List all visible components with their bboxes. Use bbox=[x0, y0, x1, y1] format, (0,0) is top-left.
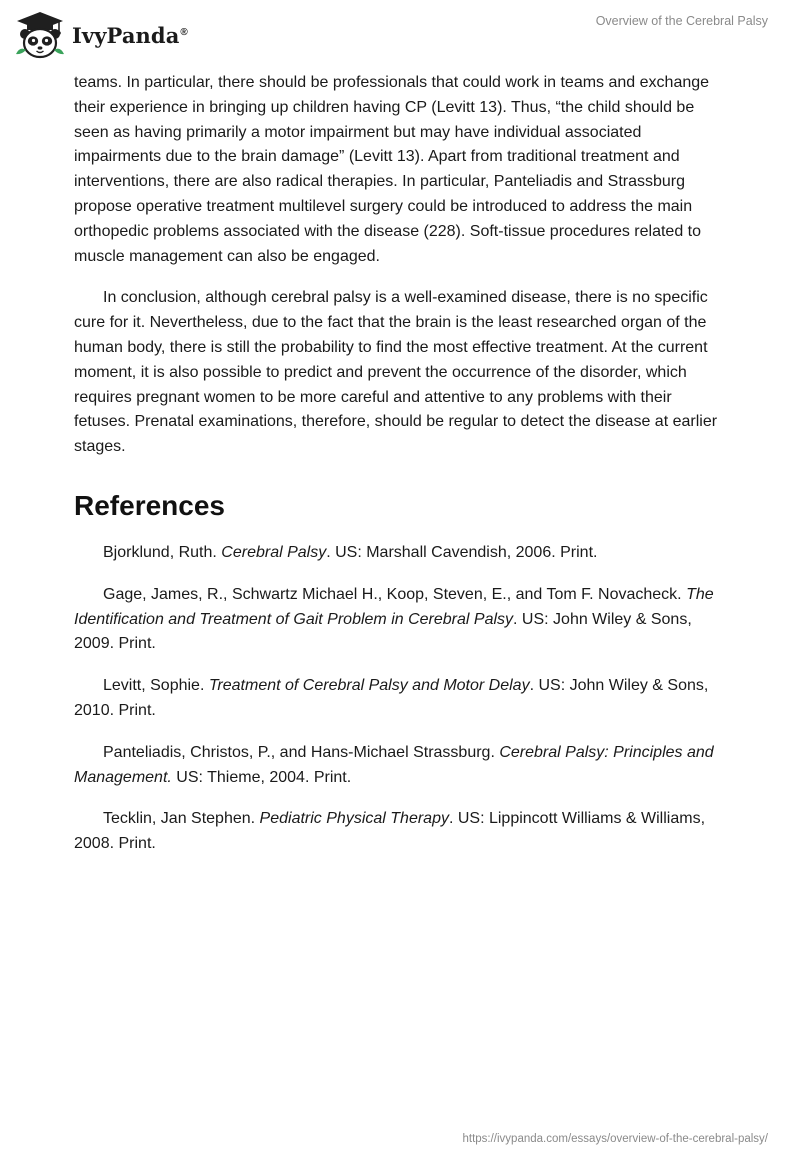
reference-item bbox=[74, 583, 726, 657]
reference-publisher: . US: John Wiley & Sons, 2009. Print. bbox=[74, 610, 692, 653]
reference-item bbox=[74, 741, 726, 791]
reference-item bbox=[74, 541, 726, 566]
reference-author: Levitt, Sophie. bbox=[103, 677, 209, 695]
reference-title: The Identification and Treatment of Gait Problem in Cerebral Palsy bbox=[74, 585, 714, 628]
reference-publisher: . US: Lippincott Williams & Williams, 2008. Print. bbox=[74, 810, 706, 853]
reference-title: Pediatric Physical Therapy bbox=[259, 810, 449, 828]
reference-publisher: . US: Marshall Cavendish, 2006. Print. bbox=[326, 543, 598, 561]
reference-author: Panteliadis, Christos, P., and Hans-Michael Strassburg. bbox=[103, 743, 500, 761]
reference-item bbox=[74, 807, 726, 857]
reference-author: Tecklin, Jan Stephen. bbox=[103, 810, 260, 828]
reference-title: Cerebral Palsy bbox=[221, 543, 327, 561]
reference-item bbox=[74, 674, 726, 724]
panda-graduation-cap-icon bbox=[14, 10, 66, 60]
document-title: Overview of the Cerebral Palsy bbox=[595, 14, 768, 28]
reference-title: Cerebral Palsy: Principles and Management. bbox=[74, 743, 714, 786]
source-url-link[interactable]: https://ivypanda.com/essays/overview-of-the-cerebral-palsy/ bbox=[462, 1133, 768, 1145]
reference-author: Gage, James, R., Schwartz Michael H., Koop, Steven, E., and Tom F. Novacheck. bbox=[103, 585, 687, 603]
essay-content bbox=[74, 71, 726, 874]
logo-wordmark: IvyPanda® bbox=[72, 22, 188, 48]
page-header bbox=[0, 0, 800, 70]
registered-mark: ® bbox=[180, 26, 188, 38]
references-heading: References bbox=[74, 489, 225, 521]
paragraph-spacer bbox=[74, 269, 726, 286]
reference-title: Treatment of Cerebral Palsy and Motor Delay bbox=[208, 677, 530, 695]
reference-list bbox=[74, 541, 726, 857]
body-paragraph: teams. In particular, there should be professionals that could work in teams and exchange their experience in bringing up children having CP (Levitt 13). Thus, “the child should be seen as having primarily a motor impairment but may have individual associated impairments due to the brain damage” (Levitt 13). Apart from traditional treatment and interventions, there are also radical therapies. In particular, Panteliadis and Strassburg propose operative treatment multilevel surgery could be introduced to address the main orthopedic problems associated with the disease (228). Soft-tissue procedures related to muscle management can also be engaged. bbox=[74, 74, 710, 265]
reference-publisher: . US: John Wiley & Sons, 2010. Print. bbox=[74, 677, 709, 719]
reference-publisher: US: Thieme, 2004. Print. bbox=[171, 768, 352, 786]
body-paragraph: In conclusion, although cerebral palsy is a well-examined disease, there is no specific cure for it. Nevertheless, due to the fact that the brain is the least researched organ of the human body, there is still the probability to find the most effective treatment. At the current moment, it is also possible to predict and prevent the occurrence of the disorder, which requires pregnant women to be more careful and attentive to any problems with their fetuses. Prenatal examinations, therefore, should be regular to detect the disease at earlier stages. bbox=[74, 289, 718, 456]
reference-author: Bjorklund, Ruth. bbox=[103, 543, 222, 561]
ivypanda-logo[interactable] bbox=[14, 10, 188, 60]
